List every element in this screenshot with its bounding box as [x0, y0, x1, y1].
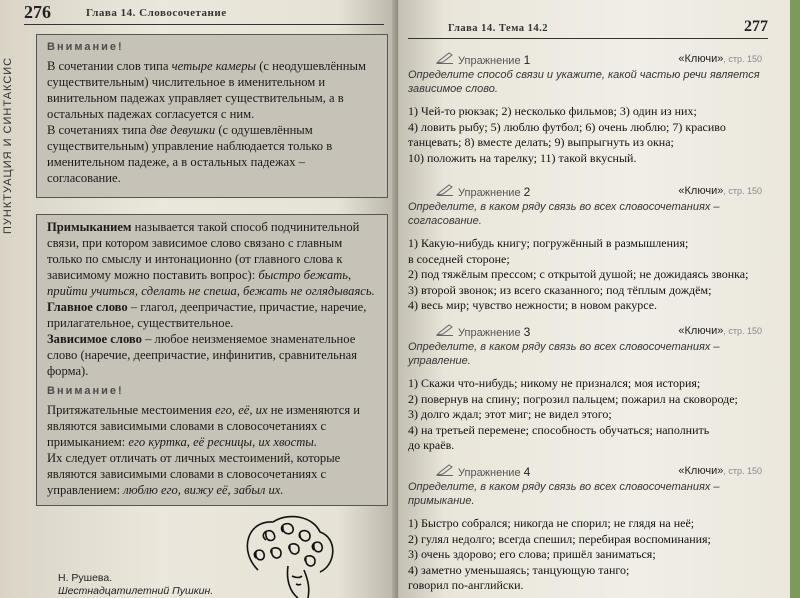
- exercise-1: [408, 50, 774, 166]
- exercise-title: Упражнение 1: [458, 53, 531, 67]
- pencil-icon: [436, 464, 454, 476]
- exercise-items: 1) Чей-то рюкзак; 2) несколько фильмов; 3) один из них; 4) ловить рыбу; 5) люблю футбол; 6) очень люблю; 7) красиво танцевать; 8) вместе делать; 9) выпрыгнуть из окна; 10) положить на тарелку; 11) такой вкусный.: [408, 104, 726, 165]
- left-page: [0, 0, 398, 598]
- illustration-caption: Н. Рушева. Шестнадцатилетний Пушкин.: [58, 572, 214, 597]
- definition-box-adjunction: [36, 214, 388, 506]
- left-page-header: [24, 4, 384, 25]
- exercise-items: 1) Быстро собрался; никогда не спорил; не глядя на неё; 2) гулял недолго; всегда спешил; перебирая воспоминания; 3) очень здорово; его слова; пришёл заниматься; 4) заметно уменьшаясь; танцующую танго; говорил по-английски.: [408, 516, 711, 592]
- side-section-label: ПУНКТУАЦИЯ И СИНТАКСИС: [2, 56, 14, 234]
- attention-heading-2: Внимание!: [47, 385, 124, 397]
- exercise-4: [408, 462, 774, 594]
- pushkin-sketch-illustration: [228, 510, 348, 598]
- left-chapter-title: Глава 14. Словосочетание: [86, 7, 227, 19]
- exercise-task: Определите способ связи и укажите, какой частью речи является зависимое слово.: [408, 69, 760, 95]
- main-word-definition: Главное слово – глагол, деепричастие, причастие, наречие, прилагательное, существительное.: [47, 300, 367, 330]
- exercise-2: [408, 182, 774, 314]
- adjunction-definition: Примыканием называется такой способ подчинительной связи, при котором зависимое слово связано с главным только по смыслу и интонационно (от главного слова к зависимому можно поставить вопрос): быстро бежать, прийти учиться, сделать не спеша, бежать не оглядываясь.: [47, 220, 375, 298]
- attention-heading: Внимание!: [47, 41, 124, 53]
- attention-box-numerals: [36, 34, 388, 198]
- exercise-task: Определите, в каком ряду связь во всех словосочетаниях – управление.: [408, 341, 720, 367]
- answer-keys-ref: «Ключи», стр. 150: [678, 53, 762, 65]
- right-page-number: 277: [744, 18, 768, 35]
- dependent-word-definition: Зависимое слово – любое неизменяемое знаменательное слово (наречие, деепричастие, инфинитив, сравнительная форма).: [47, 332, 358, 378]
- answer-keys-ref: «Ключи», стр. 150: [678, 185, 762, 197]
- right-page-header: [408, 18, 768, 39]
- exercise-task: Определите, в каком ряду связь во всех словосочетаниях – согласование.: [408, 201, 720, 227]
- left-page-number: 276: [24, 2, 51, 22]
- exercise-title: Упражнение 2: [458, 185, 531, 199]
- exercise-items: 1) Какую-нибудь книгу; погружённый в размышления; в соседней стороне; 2) под тяжёлым прессом; с открытой душой; не дожидаясь звонка; 3) второй звонок; из всего сказанного; под тёплым дождём; 4) весь мир; чувство нежности; в новом ракурсе.: [408, 236, 749, 312]
- pencil-icon: [436, 324, 454, 336]
- possessive-pronoun-note: Притяжательные местоимения его, её, их не изменяются и являются зависимыми словами в словосочетаниях с примыканием: его куртка, её ресницы, их хвосты.: [47, 403, 361, 449]
- exercise-items: 1) Скажи что-нибудь; никому не признался; моя история; 2) повернув на спину; погрозил пальцем; пожарил на сковороде; 3) долго ждал; этот миг; не видел этого; 4) на третьей перемене; способность обучаться; наполнить до краёв.: [408, 376, 738, 452]
- exercise-title: Упражнение 4: [458, 465, 531, 479]
- animate-rule-paragraph: В сочетаниях типа две девушки (с одушевлённым существительным) управление наблюдается только в именительном падеже, а в остальных падежах – согласование.: [47, 123, 333, 185]
- right-chapter-title: Глава 14. Тема 14.2: [448, 23, 549, 34]
- pencil-icon: [436, 52, 454, 64]
- exercise-3: [408, 322, 774, 454]
- answer-keys-ref: «Ключи», стр. 150: [678, 465, 762, 477]
- exercise-title: Упражнение 3: [458, 325, 531, 339]
- answer-keys-ref: «Ключи», стр. 150: [678, 325, 762, 337]
- right-page: [398, 0, 790, 598]
- personal-pronoun-note: Их следует отличать от личных местоимений, которые являются зависимыми словами в словосочетаниях с управлением: люблю его, вижу её, забыл их.: [47, 451, 341, 497]
- pencil-icon: [436, 184, 454, 196]
- exercise-task: Определите, в каком ряду связь во всех словосочетаниях – примыкание.: [408, 481, 720, 507]
- numeral-rule-paragraph: В сочетании слов типа четыре камеры (с неодушевлённым существительным) числительное в именительном и винительном падежах управляет существительным, а в остальных падежах согласуется с ним.: [47, 59, 366, 121]
